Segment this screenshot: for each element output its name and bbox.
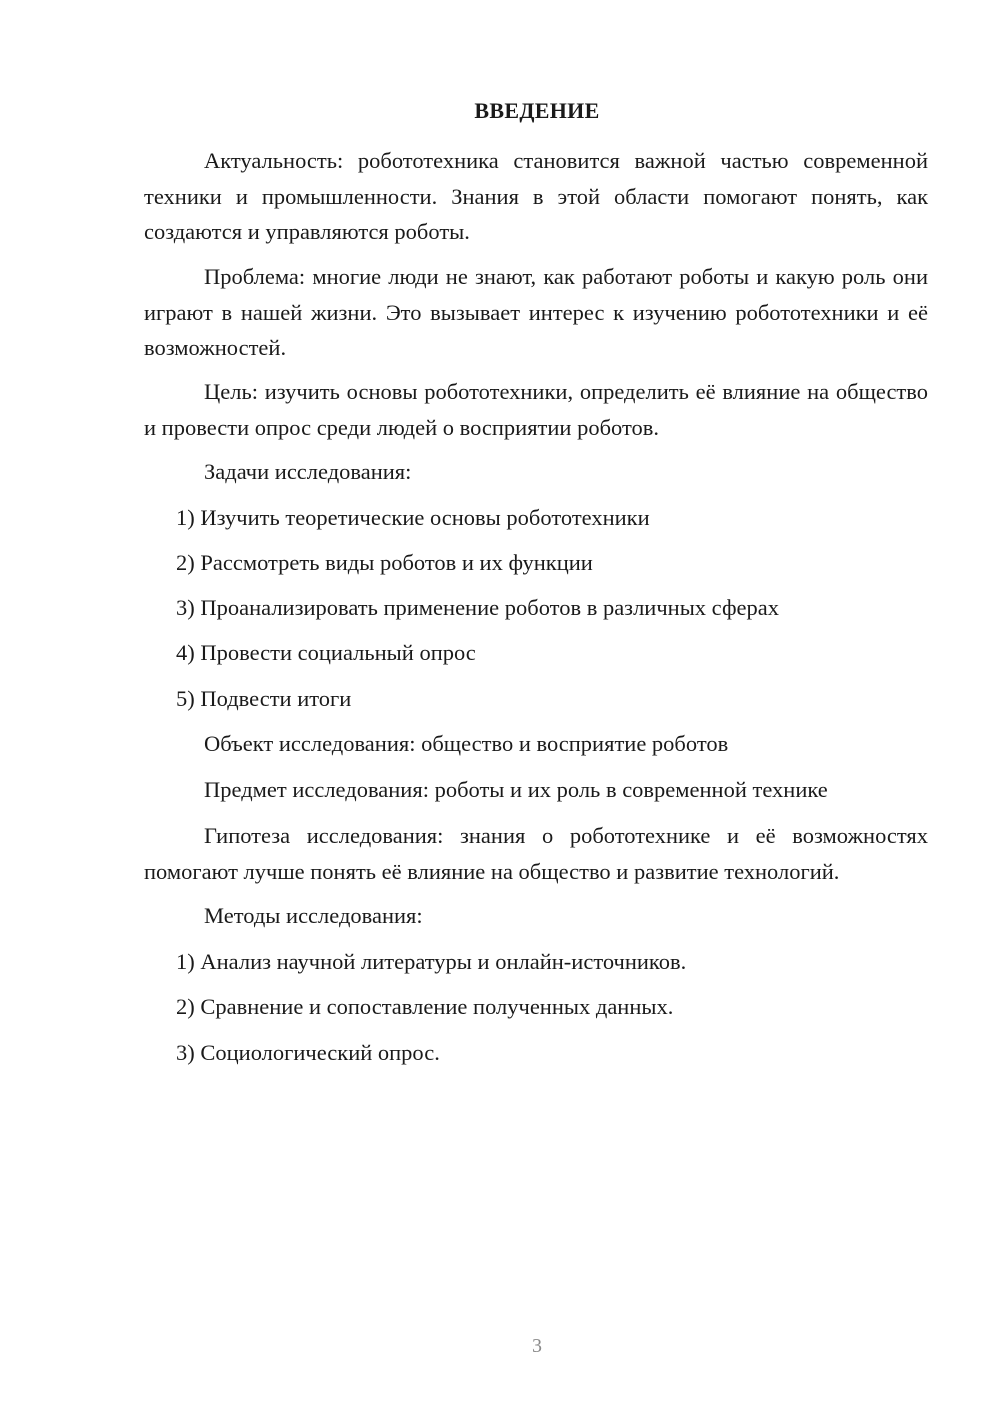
task-item: 4) Провести социальный опрос [176, 640, 476, 665]
task-item: 1) Изучить теоретические основы робототехники [176, 505, 650, 530]
method-item: 1) Анализ научной литературы и онлайн-источников. [176, 949, 687, 974]
method-item: 2) Сравнение и сопоставление полученных данных. [176, 994, 674, 1019]
method-item: 3) Социологический опрос. [176, 1040, 440, 1065]
methods-heading: Методы исследования: [204, 903, 423, 928]
task-item: 2) Рассмотреть виды роботов и их функции [176, 550, 593, 575]
problem-paragraph: Проблема: многие люди не знают, как работают роботы и какую роль они играют в нашей жизни. Это вызывает интерес к изучению робототехники и её возможностей. [144, 264, 928, 360]
goal-paragraph: Цель: изучить основы робототехники, определить её влияние на общество и провести опрос среди людей о восприятии роботов. [144, 379, 928, 440]
page-title: ВВЕДЕНИЕ [474, 98, 600, 123]
hypothesis-paragraph: Гипотеза исследования: знания о робототехнике и её возможностях помогают лучше понять её влияние на общество и развитие технологий. [144, 823, 928, 884]
relevance-paragraph: Актуальность: робототехника становится важной частью современной техники и промышленности. Знания в этой области помогают понять, как создаются и управляются роботы. [144, 148, 928, 244]
tasks-heading: Задачи исследования: [204, 459, 412, 484]
page-number: 3 [532, 1335, 542, 1357]
task-item: 3) Проанализировать применение роботов в различных сферах [176, 595, 779, 620]
task-item: 5) Подвести итоги [176, 686, 352, 711]
object-line: Объект исследования: общество и восприятие роботов [204, 731, 729, 756]
subject-line: Предмет исследования: роботы и их роль в современной технике [204, 777, 828, 802]
